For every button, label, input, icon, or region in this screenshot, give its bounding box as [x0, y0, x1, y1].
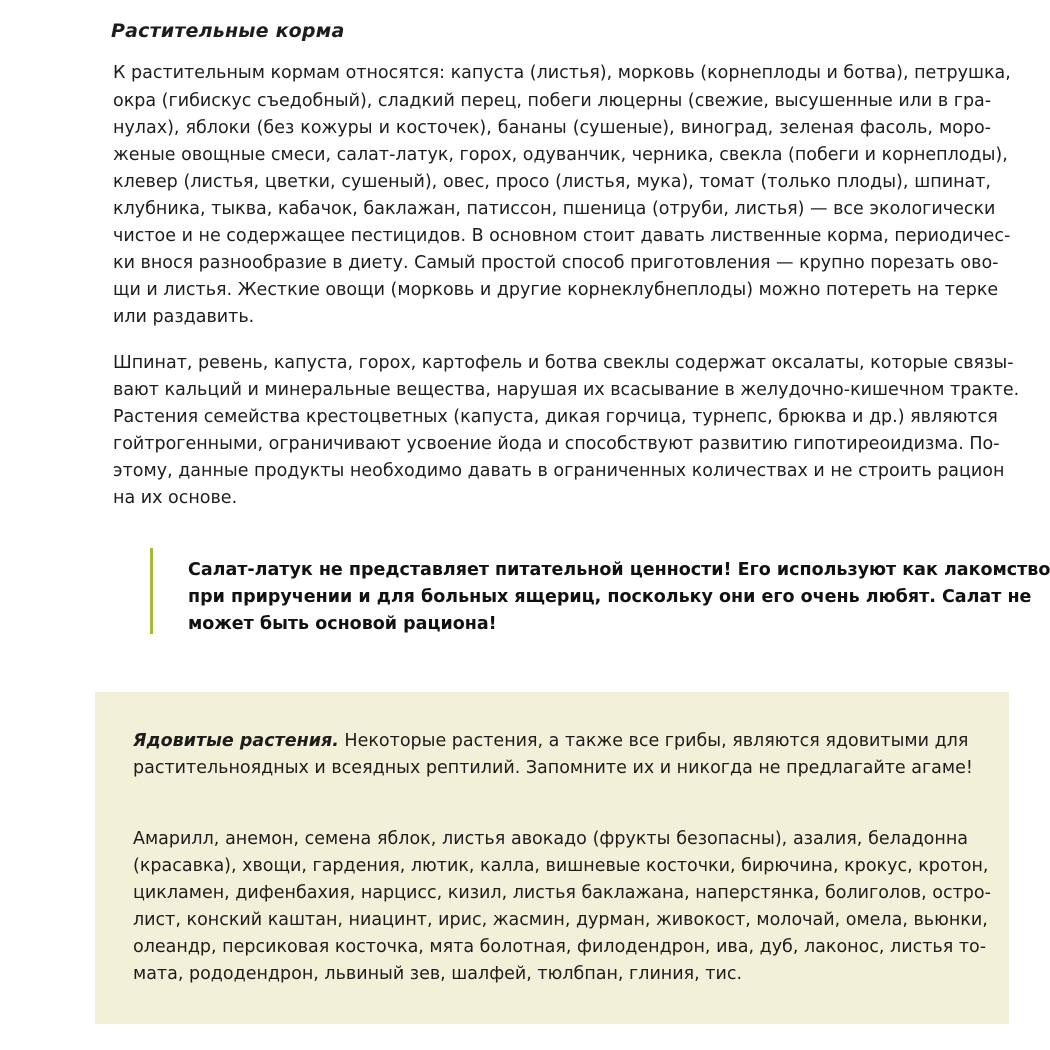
- text-line: К растительным кормам относятся: капуста (листья), морковь (корнеплоды и ботва), петрушка,: [113, 63, 1011, 83]
- box-list-line: Амарилл, анемон, семена яблок, листья авокадо (фрукты безопасны), азалия, беладонна: [133, 829, 968, 849]
- callout-line: при приручении и для больных ящериц, поскольку они его очень любят. Салат не: [188, 587, 1032, 607]
- lettuce-callout: [150, 548, 1050, 634]
- box-intro-text: Некоторые растения, а также все грибы, являются ядовитыми для: [338, 731, 969, 751]
- callout-line: может быть основой рациона!: [188, 614, 497, 634]
- box-list-line: цикламен, дифенбахия, нарцисс, кизил, листья баклажана, наперстянка, болиголов, остро-: [133, 883, 991, 903]
- text-line: клевер (листья, цветки, сушеный), овес, просо (листья, мука), томат (только плоды), шпинат,: [113, 172, 991, 192]
- box-list-line: (красавка), хвощи, гардения, лютик, калла, вишневые косточки, бирючина, крокус, кротон,: [133, 856, 989, 876]
- text-line: щи и листья. Жесткие овощи (морковь и другие корнеклубнеплоды) можно потереть на терке: [113, 280, 999, 300]
- text-line: или раздавить.: [113, 307, 255, 327]
- poisonous-plants-box: [95, 692, 1009, 1024]
- text-line: на их основе.: [113, 488, 238, 508]
- text-line: нулах), яблоки (без кожуры и косточек), бананы (сушеные), виноград, зеленая фасоль, моро-: [113, 118, 991, 138]
- section-title: Растительные корма: [111, 20, 345, 42]
- text-line: женые овощные смеси, салат-латук, горох, одуванчик, черника, свекла (побеги и корнеплоды),: [113, 145, 1008, 165]
- box-list-line: лист, конский каштан, ниацинт, ирис, жасмин, дурман, живокост, молочай, омела, вьюнки,: [133, 910, 988, 930]
- box-list-line: мата, рододендрон, львиный зев, шалфей, тюлбпан, глиния, тис.: [133, 964, 743, 984]
- text-line: клубника, тыква, кабачок, баклажан, патиссон, пшеница (отруби, листья) — все экологически: [113, 199, 996, 219]
- text-line: этому, данные продукты необходимо давать в ограниченных количествах и не строить рацион: [113, 461, 1005, 481]
- box-intro-line: [133, 728, 968, 754]
- text-line: ки внося разнообразие в диету. Самый простой способ приготовления — крупно порезать ово-: [113, 253, 999, 273]
- box-list-line: олеандр, персиковая косточка, мята болотная, филодендрон, ива, дуб, лаконос, листья то-: [133, 937, 987, 957]
- text-line: Растения семейства крестоцветных (капуста, дикая горчица, турнепс, брюква и др.) являются: [113, 407, 998, 427]
- box-intro-line: растительноядных и всеядных рептилий. Запомните их и никогда не предлагайте агаме!: [133, 758, 973, 778]
- text-line: гойтрогенными, ограничивают усвоение йода и способствуют развитию гипотиреоидизма. По-: [113, 434, 1000, 454]
- text-line: чистое и не содержащее пестицидов. В основном стоит давать лиственные корма, периодичес-: [113, 226, 1011, 246]
- text-line: окра (гибискус съедобный), сладкий перец, побеги люцерны (свежие, высушенные или в гра-: [113, 91, 992, 111]
- text-line: вают кальций и минеральные вещества, нарушая их всасывание в желудочно-кишечном тракте.: [113, 380, 1020, 400]
- box-lead: Ядовитые растения.: [133, 731, 339, 751]
- callout-line: Салат-латук не представляет питательной ценности! Его используют как лакомство: [188, 560, 1050, 580]
- text-line: Шпинат, ревень, капуста, горох, картофель и ботва свеклы содержат оксалаты, которые связы-: [113, 353, 1014, 373]
